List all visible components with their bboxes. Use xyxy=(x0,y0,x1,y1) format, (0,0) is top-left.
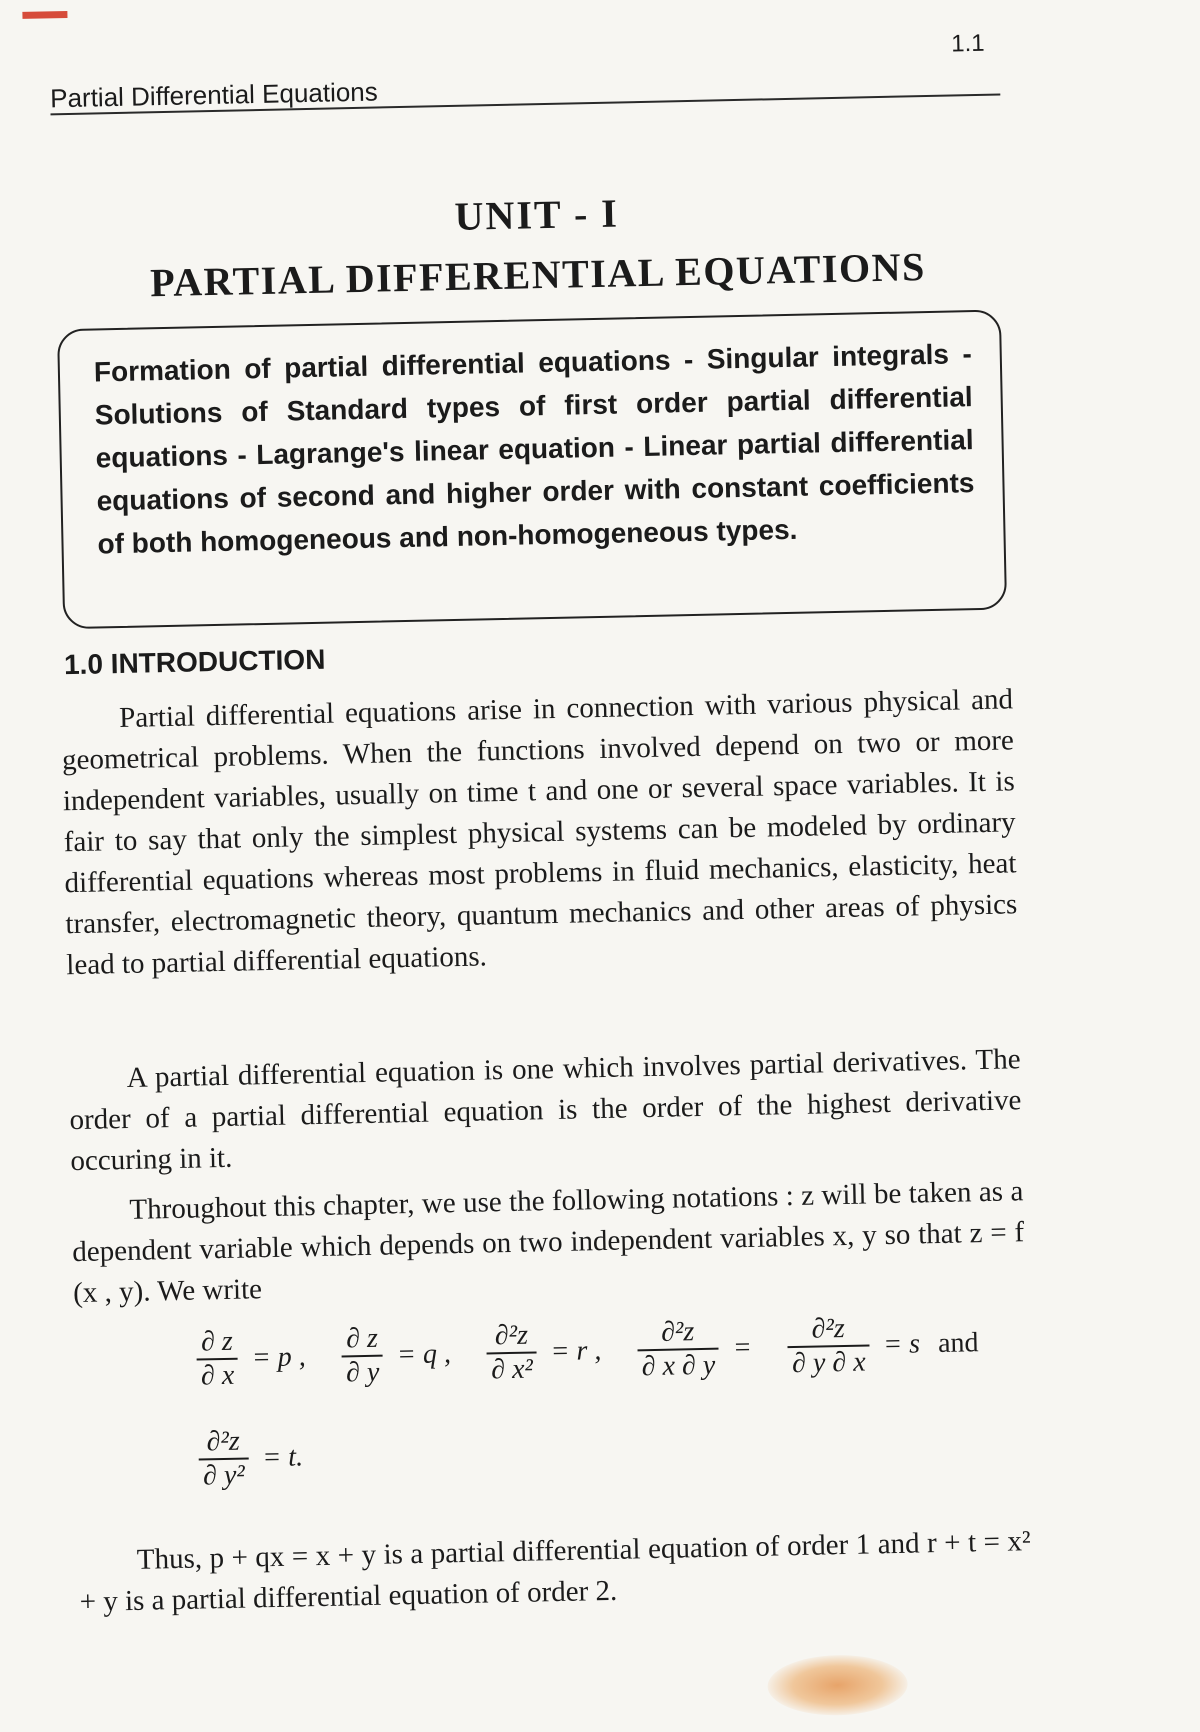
fraction-numerator: ∂²z xyxy=(811,1312,846,1345)
bottom-shadow-blob xyxy=(767,1654,908,1717)
notation-equations-row-2 xyxy=(192,1424,312,1492)
equals-t: = t. xyxy=(262,1441,304,1473)
fraction-denominator: ∂ y² xyxy=(202,1459,246,1491)
equals-p: = p , xyxy=(251,1341,307,1374)
page-number: 1.1 xyxy=(950,29,985,58)
syllabus-box xyxy=(57,309,1007,629)
equals-r: = r , xyxy=(550,1334,602,1367)
equals-s: = s xyxy=(882,1328,921,1360)
fraction-d2z-dy2 xyxy=(198,1426,249,1493)
fraction-d2z-dydx xyxy=(787,1312,870,1379)
fraction-d2z-dx2 xyxy=(486,1319,537,1386)
corner-color-mark xyxy=(22,11,67,19)
unit-title: UNIT - I xyxy=(454,190,620,239)
equals-sign: = xyxy=(732,1331,753,1364)
intro-paragraph-3: Throughout this chapter, we use the following notations : z will be taken as a dependent variable which depends on two independent variables x, y so that z = f (x , y). We write xyxy=(72,1175,1025,1310)
chapter-title: PARTIAL DIFFERENTIAL EQUATIONS xyxy=(149,244,927,306)
and-word: and xyxy=(937,1326,979,1359)
equals-q: = q , xyxy=(396,1337,452,1371)
fraction-numerator: ∂²z xyxy=(660,1316,695,1348)
fraction-denominator: ∂ y ∂ x xyxy=(791,1346,866,1379)
fraction-dz-dy xyxy=(341,1323,384,1389)
section-heading: 1.0 INTRODUCTION xyxy=(63,643,326,681)
fraction-denominator: ∂ x ∂ y xyxy=(641,1349,716,1382)
fraction-denominator: ∂ x xyxy=(200,1359,235,1391)
intro-paragraph-4: Thus, p + qx = x + y is a partial differential equation of order 1 and r + t = x² + y is a partial differential equation of order 2. xyxy=(79,1525,1031,1619)
fraction-denominator: ∂ y xyxy=(345,1356,380,1388)
intro-paragraph-2: A partial differential equation is one which involves partial derivatives. The order of a partial differential equation is the order of the highest derivative occuring in it. xyxy=(69,1043,1022,1178)
fraction-numerator: ∂ z xyxy=(200,1325,234,1358)
running-head: Partial Differential Equations xyxy=(49,76,379,114)
fraction-numerator: ∂²z xyxy=(206,1425,241,1458)
fraction-numerator: ∂ z xyxy=(345,1322,379,1355)
fraction-d2z-dxdy xyxy=(637,1316,720,1383)
fraction-dz-dx xyxy=(196,1326,239,1392)
intro-paragraph-1: Partial differential equations arise in connection with various physical and geometrical problems. When the functions involved depend on two or more independent variables, usually on time t and one or several space variables. It is fair to say that only the simplest physical systems can be modeled by ordinary differential equations whereas most problems in fluid mechanics, elasticity, heat transfer, electromagnetic theory, quantum mechanics and other areas of physics lead to partial differential equations. xyxy=(61,683,1018,982)
notation-equations-row-1 xyxy=(190,1310,979,1392)
fraction-denominator: ∂ x² xyxy=(490,1353,534,1385)
fraction-numerator: ∂²z xyxy=(494,1319,529,1352)
syllabus-text: Formation of partial differential equations - Singular integrals - Solutions of Standard types of first order partial differential equations - Lagrange's linear equation - Linear partial differential equations of second and higher order with constant coefficients of both homogeneous and non-homogeneous types. xyxy=(93,338,975,560)
